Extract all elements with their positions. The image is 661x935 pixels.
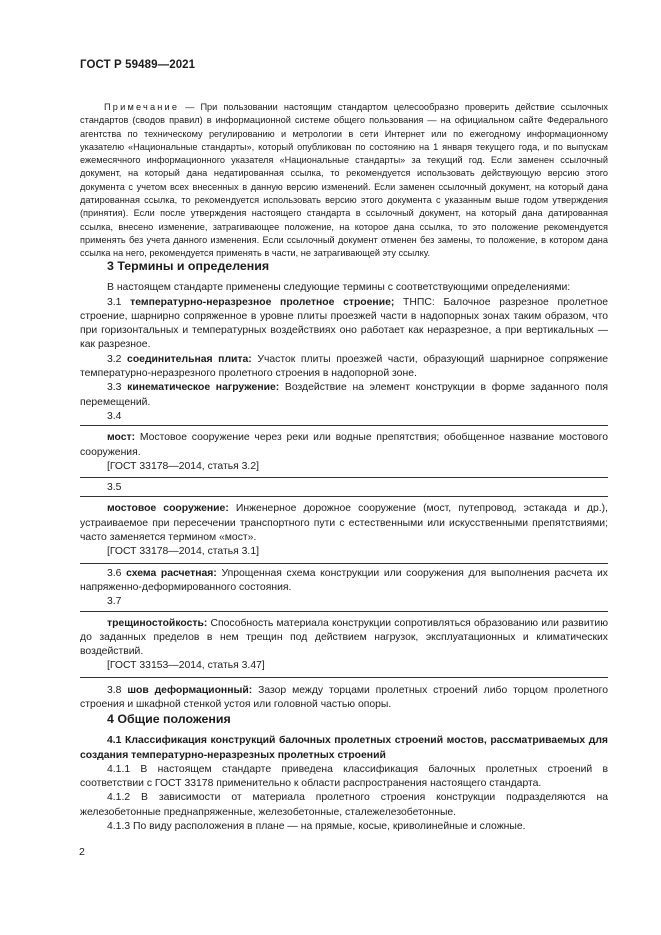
note-block — [80, 101, 608, 261]
paragraph-4-1-2: 4.1.2 В зависимости от материала пролетного строения конструкции подразделяются на железобетонные преднапряженные, железобетонные, сталежелезобетонные. — [80, 792, 608, 818]
term-3-6-name: схема расчетная: — [126, 567, 217, 579]
paragraph-4-1-1: 4.1.1 В настоящем стандарте приведена классификация балочных пролетных строений в соответствии с ГОСТ 33178 применительно к области распространения настоящего стандарта. — [80, 763, 608, 790]
term-3-5-box — [80, 496, 608, 563]
section-3 — [80, 259, 608, 712]
note-label: Примечание — [104, 102, 180, 112]
term-3-7-number: 3.7 — [107, 596, 122, 608]
term-3-1-name: температурно-неразрезное пролетное строение; — [130, 296, 395, 308]
term-3-4-number: 3.4 — [107, 410, 122, 422]
term-3-7-box — [80, 611, 608, 678]
section-3-heading: 3 Термины и определения — [107, 259, 270, 273]
term-3-3: 3.3 кинематическое нагружение: Воздействие на элемент конструкции в форме заданного поля перемещений. — [80, 382, 608, 408]
term-3-1: 3.1 температурно-неразрезное пролетное строение; ТНПС: Балочное разрезное пролетное строение, шарнирно сопряженное в уровне плиты проезжей части в надопорных зонах таким образом, что при горизонтальных и температурных воздействиях оно работает как неразрезное, а при вертикальных — как разрезное. — [80, 296, 608, 351]
section-4 — [80, 712, 608, 834]
term-3-5-number: 3.5 — [107, 482, 122, 494]
term-3-8-name: шов деформационный: — [127, 684, 253, 696]
term-3-7: трещиностойкость: Способность материала конструкции сопротивляться образованию или развитию до заданных пределов в нем трещин под действием нагрузок, эксплуатационных и климатических воздействий. — [80, 617, 608, 658]
term-3-4-source: [ГОСТ 33178—2014, статья 3.2] — [107, 460, 259, 472]
term-3-3-name: кинематическое нагружение: — [127, 382, 280, 394]
note-text: — При пользовании настоящим стандартом целесообразно проверить действие ссылочных стандартов (сводов правил) в информационной системе общего пользования — на официальном сайте Федерального агентства по техническому регулированию и метрологии в сети Интернет или по ежегодному информационному указателю «Национальные стандарты», который опубликован по состоянию на 1 января текущего года, и по выпускам ежемесячного информационного указателя «Национальные стандарты» за текущий год. Если заменен ссылочный документ, на который дана недатированная ссылка, то рекомендуется использовать действующую версию этого документа с учетом всех внесенных в данную версию изменений. Если заменен ссылочный документ, на который дана датированная ссылка, то рекомендуется использовать версию этого документа с указанным выше годом утверждения (принятия). Если после утверждения настоящего стандарта в ссылочный документ, на который дана датированная ссылка, внесено изменение, затрагивающее положение, на которое дана ссылка, то это положение рекомендуется применять без учета данного изменения. Если ссылочный документ отменен без замены, то положение, в котором дана ссылка на него, рекомендуется применять в части, не затрагивающей эту ссылку. — [80, 102, 608, 259]
page-number: 2 — [79, 846, 85, 858]
term-3-5-name: мостовое сооружение: — [107, 503, 229, 515]
document-header: ГОСТ Р 59489—2021 — [80, 59, 196, 71]
term-3-4-name: мост: — [107, 432, 136, 444]
term-3-5-source: [ГОСТ 33178—2014, статья 3.1] — [107, 546, 259, 558]
subsection-4-1: 4.1 Классификация конструкций балочных пролетных строений мостов, рассматриваемых для создания температурно-неразрезных пролетных строений — [80, 735, 608, 761]
term-3-7-name: трещиностойкость: — [107, 617, 208, 629]
term-3-8: 3.8 шов деформационный: Зазор между торцами пролетных строений либо торцом пролетного строения и шкафной стенкой устоя или головной частью опоры. — [80, 684, 608, 711]
section-4-heading: 4 Общие положения — [107, 712, 231, 726]
term-3-4-box — [80, 425, 608, 478]
term-3-7-source: [ГОСТ 33153—2014, статья 3.47] — [107, 660, 265, 672]
term-3-2-name: соединительная плита: — [127, 353, 252, 365]
term-3-4: мост: Мостовое сооружение через реки или водные препятствия; обобщенное название мостового сооружения. — [80, 432, 608, 458]
term-3-2: 3.2 соединительная плита: Участок плиты проезжей части, образующий шарнирное сопряжение температурно-неразрезного пролетного строения в надопорной зоне. — [80, 353, 608, 380]
paragraph-4-1-3: 4.1.3 По виду расположения в плане — на прямые, косые, криволинейные и сложные. — [107, 821, 526, 833]
term-3-6: 3.6 схема расчетная: Упрощенная схема конструкции или сооружения для выполнения расчета их напряженно-деформированного состояния. — [80, 567, 609, 593]
section-3-intro: В настоящем стандарте применены следующие термины с соответствующими определениями: — [107, 282, 571, 294]
term-3-5: мостовое сооружение: Инженерное дорожное сооружение (мост, путепровод, эстакада и др.), устраиваемое при пересечении транспортного пути с естественными или искусственными препятствиями; часто заменяется термином «мост». — [80, 503, 608, 544]
